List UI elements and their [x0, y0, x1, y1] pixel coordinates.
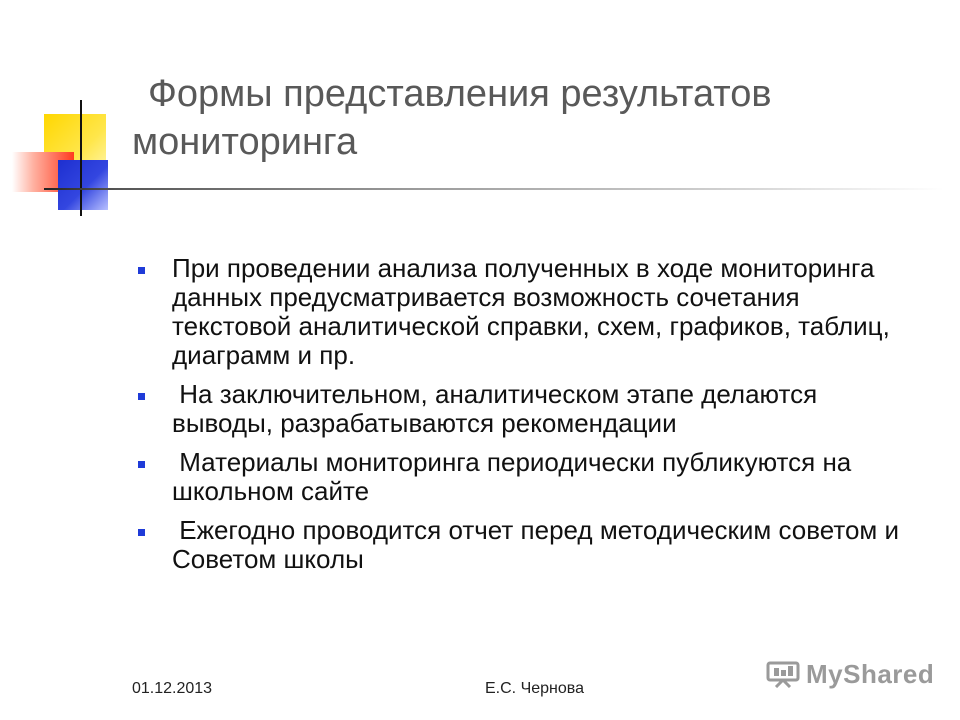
myshared-watermark[interactable] — [766, 656, 934, 692]
title-underline-rule — [44, 188, 944, 190]
list-item — [134, 448, 924, 506]
presentation-board-icon — [766, 660, 800, 688]
corner-ornament — [0, 0, 140, 230]
square-bullet-icon — [138, 529, 145, 536]
footer-date: 01.12.2013 — [132, 680, 213, 697]
slide-title — [132, 70, 912, 166]
square-bullet-icon — [138, 461, 145, 468]
list-item — [134, 254, 924, 370]
vertical-rule-decoration — [80, 100, 82, 216]
bullet-text: На заключительном, аналитическом этапе делаются выводы, разрабатываются рекомендации — [172, 379, 825, 438]
slide-title-line-1: Формы представления результатов — [148, 73, 772, 115]
bullet-list — [134, 254, 924, 584]
list-item — [134, 380, 924, 438]
list-item — [134, 516, 924, 574]
watermark-text: MyShared — [806, 658, 935, 689]
bullet-text: При проведении анализа полученных в ходе мониторинга данных предусматривается возможность сочетания текстовой аналитической справки, схем, графиков, таблиц, диаграмм и пр. — [172, 253, 898, 370]
square-bullet-icon — [138, 393, 145, 400]
blue-square-decoration — [58, 160, 108, 210]
footer-author: Е.С. Чернова — [485, 680, 584, 697]
slide-title-line-2: мониторинга — [132, 121, 358, 163]
square-bullet-icon — [138, 267, 145, 274]
bullet-text: Ежегодно проводится отчет перед методическим советом и Советом школы — [172, 515, 907, 574]
bullet-text: Материалы мониторинга периодически публикуются на школьном сайте — [172, 447, 859, 506]
